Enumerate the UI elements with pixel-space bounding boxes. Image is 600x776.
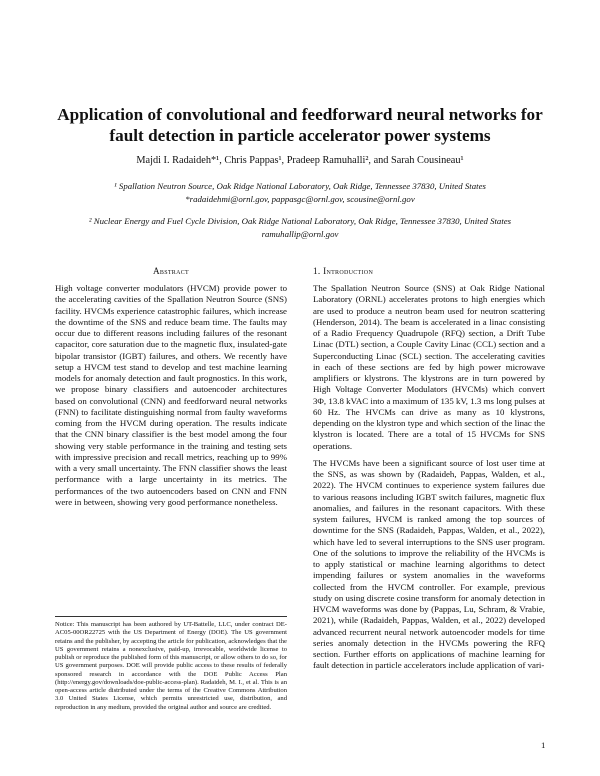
introduction-heading-label: 1. Introduction [313, 266, 374, 276]
abstract-heading-label: Abstract [152, 266, 190, 276]
introduction-text [313, 283, 545, 672]
affiliation-2 [40, 215, 560, 240]
abstract-paragraph: High voltage converter modulators (HVCM) provide power to the accelerating cavities of the Spallation Neutron Source (SNS) facility. HVCMs experience catastrophic failures, which increase the downtime of the SNS and reduce beam time. The faults may occur due to different reasons including failures of the resonant capacitor, core saturation due to the magnetic flux, insulated-gate bipolar transistor (IGBT) failures, and others. We recently have setup a HVCM test stand to develop and test machine learning models for anomaly detection and fault prognostics. In this work, we propose binary classifiers and autoencoder architectures based on convolutional (CNN) and feedforward neural networks (FNN) to facilitate distinguishing normal from faulty waveforms coming from the HVCM during operation. The results indicate that the CNN binary classifier is the best model among the four showing very stable performance in the training and testing sets with impressive precision and recall metrics, reaching up to 99% with a very small uncertainty. The FNN classifier shows the least performance with a large uncertainty in its metrics. The performances of the two autoencoders based on CNN and FNN were in between, showing very good performance nonetheless. [55, 283, 287, 507]
affiliation-2-institution: ² Nuclear Energy and Fuel Cycle Division, Oak Ridge National Laboratory, Oak Ridge, Tennessee 37830, United States [88, 216, 512, 226]
paper-title: Application of convolutional and feedforward neural networks for fault detection in particle accelerator power systems [57, 105, 543, 145]
affiliation-1-institution: ¹ Spallation Neutron Source, Oak Ridge National Laboratory, Oak Ridge, Tennessee 37830, United States [114, 181, 486, 191]
author-list: Majdi I. Radaideh*¹, Chris Pappas¹, Pradeep Ramuhalli², and Sarah Cousineau¹ [136, 155, 464, 166]
page-number: 1 [541, 740, 546, 750]
affiliation-1-emails: *radaidehmi@ornl.gov, pappasgc@ornl.gov, scousine@ornl.gov [185, 193, 415, 204]
affiliation-1 [40, 180, 560, 205]
abstract-text [55, 283, 287, 508]
abstract-heading [55, 266, 287, 276]
copyright-notice: Notice: This manuscript has been authored by UT-Battelle, LLC, under contract DE-AC05-00OR22725 with the US Department of Energy (DOE). The US government retains and the publisher, by accepting the article for publication, acknowledges that the US government retains a nonexclusive, paid-up, irrevocable, worldwide license to publish or reproduce the published form of this manuscript, or allow others to do so, for US government purposes. DOE will provide public access to these results of federally sponsored research in accordance with the DOE Public Access Plan (http://energy.gov/downloads/doe-public-access-plan). Radaideh, M. I., et al. This is an open-access article distributed under the terms of the Creative Commons Attribution 3.0 United States License, which permits unrestricted use, distribution, and reproduction in any medium, provided the original author and source are credited. [55, 616, 287, 712]
introduction-paragraph-2: The HVCMs have been a significant source of lost user time at the SNS, as was shown by (Radaideh, Pappas, Walden, et al., 2022). The HVCM continues to experience system failures due to various reasons including IGBT switch failures, magnetic flux anomalies, and failures in the resonant capacitors. With these system failures, HVCM is ranked among the top sources of downtime for the SNS (Radaideh, Pappas, Walden, et al., 2022), which have led to several interruptions to the SNS user program. One of the solutions to improve the reliability of the HVCMs is to apply statistical or machine learning algorithms to detect impending failures or system anomalies in the waveforms collected from the HVCM controller. For example, previous study on using discrete cosine transform for anomaly detection in HVCM waveforms was done by (Pappas, Lu, Schram, & Vrabie, 2021), while (Radaideh, Pappas, Walden, et al., 2022) developed advanced recurrent neural network autoencoder models for time series anomaly detection in the HVCMs powering the RFQ section. Further efforts on applications of machine learning for fault detection in particle accelerators include application of vari- [313, 457, 545, 671]
introduction-paragraph-1: The Spallation Neutron Source (SNS) at Oak Ridge National Laboratory (ORNL) accelerates protons to high energies which are used to produce a neutron beam used for neutron scattering (Henderson, 2014). The beam is accelerated in a linac consisting of a Radio Frequency Quadrupole (RFQ) section, a Drift Tube Linac (DTL) section, a Couple Cavity Linac (CCL) section and a Superconducting Linac (SCL) section. The accelerating cavities in each of these sections are fed by high power microwave amplifiers or klystrons. The klystrons are in turn powered by High Voltage Converter Modulators (HVCMs) which convert 3Φ, 13.8 kVAC into a maximum of 135 kV, 1.3 ms long pulses at 60 Hz. The HVCMs can drive as many as 10 klystrons, depending on the klystron type and which section of the linac the klystron is located. There are a total of 15 HVCMs for SNS operations. [313, 283, 545, 451]
affiliation-2-emails: ramuhallip@ornl.gov [261, 228, 339, 239]
introduction-heading [313, 266, 545, 276]
